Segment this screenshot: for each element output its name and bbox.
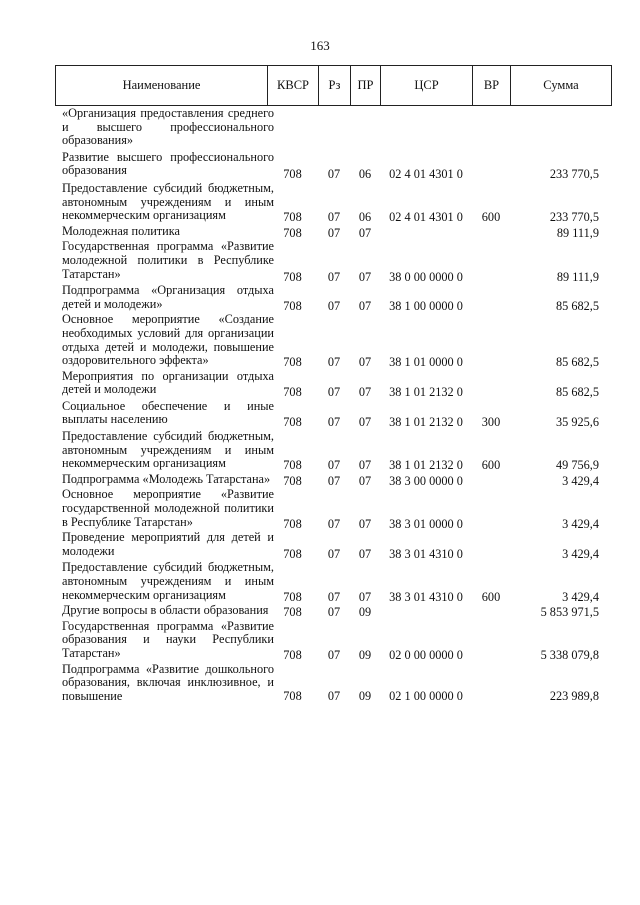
cell-sum: 3 429,4 <box>562 516 599 531</box>
cell-pr: 07 <box>358 473 372 488</box>
cell-kvsr: 708 <box>283 415 302 430</box>
cell-sum: 5 338 079,8 <box>540 647 599 662</box>
cell-sum: 3 429,4 <box>562 473 599 488</box>
cell-csr: 02 4 01 4301 0 <box>389 167 463 182</box>
table-row <box>55 531 611 561</box>
cell-rz: 07 <box>327 355 341 370</box>
row-name: Подпрограмма «Организация отдыха детей и молодежи» <box>62 283 274 311</box>
table-header <box>55 65 612 106</box>
row-name: Основное мероприятие «Создание необходимых условий для организации отдыха детей и молодежи, повышение оздоровительного эффекта» <box>62 312 274 368</box>
row-name: Мероприятия по организации отдыха детей и молодежи <box>62 368 274 397</box>
row-name: Молодежная политика <box>62 223 181 238</box>
cell-kvsr: 708 <box>283 167 302 182</box>
row-name: Основное мероприятие «Развитие государственной молодежной политики в Республике Татарстан» <box>62 487 274 529</box>
cell-sum: 89 111,9 <box>556 269 599 284</box>
cell-vr: 300 <box>481 415 501 430</box>
cell-pr: 07 <box>358 385 372 400</box>
cell-kvsr: 708 <box>283 225 302 240</box>
table-row <box>55 182 611 225</box>
cell-csr: 02 0 00 0000 0 <box>389 647 463 662</box>
table-body <box>55 107 611 703</box>
row-name: Развитие высшего профессионального образования <box>62 149 274 178</box>
table-row <box>55 107 611 151</box>
column-header-name: Наименование <box>56 66 268 106</box>
cell-csr: 38 1 01 2132 0 <box>389 415 463 430</box>
cell-sum: 89 111,9 <box>556 225 599 240</box>
table-row <box>55 561 611 604</box>
cell-pr: 06 <box>358 167 372 182</box>
cell-rz: 07 <box>327 167 341 182</box>
cell-sum: 3 429,4 <box>562 589 599 604</box>
cell-vr: 600 <box>481 210 501 225</box>
cell-kvsr: 708 <box>283 473 302 488</box>
cell-pr: 07 <box>358 355 372 370</box>
cell-sum: 3 429,4 <box>562 546 599 561</box>
table-row <box>55 430 611 473</box>
column-header-vr: ВР <box>473 66 511 106</box>
cell-pr: 09 <box>358 688 372 703</box>
table-row <box>55 488 611 531</box>
table-row <box>55 400 611 430</box>
row-name: Предоставление субсидий бюджетным, автономным учреждениям и иным некоммерческим организациям <box>62 429 274 471</box>
cell-rz: 07 <box>327 415 341 430</box>
cell-rz: 07 <box>327 225 341 240</box>
cell-rz: 07 <box>327 688 341 703</box>
row-name: Государственная программа «Развитие образования и науки Республики Татарстан» <box>62 618 274 660</box>
cell-pr: 07 <box>358 546 372 561</box>
cell-pr: 06 <box>358 210 372 225</box>
table-row <box>55 240 611 284</box>
cell-rz: 07 <box>327 473 341 488</box>
cell-kvsr: 708 <box>283 298 302 313</box>
table-row <box>55 225 611 241</box>
cell-sum: 5 853 971,5 <box>540 605 599 620</box>
cell-sum: 85 682,5 <box>555 355 599 370</box>
cell-csr: 38 3 00 0000 0 <box>389 473 463 488</box>
cell-csr: 38 1 01 2132 0 <box>389 385 463 400</box>
column-header-sum: Сумма <box>511 66 612 106</box>
table-row <box>55 663 611 704</box>
cell-kvsr: 708 <box>283 210 302 225</box>
cell-pr: 07 <box>358 458 372 473</box>
column-header-kvsr: КВСР <box>268 66 319 106</box>
row-name: Предоставление субсидий бюджетным, автономным учреждениям и иным некоммерческим организациям <box>62 560 274 602</box>
cell-rz: 07 <box>327 589 341 604</box>
table-row <box>55 604 611 620</box>
cell-csr: 38 0 00 0000 0 <box>389 269 463 284</box>
cell-pr: 07 <box>358 298 372 313</box>
page-number: 163 <box>310 38 330 53</box>
cell-rz: 07 <box>327 298 341 313</box>
cell-sum: 35 925,6 <box>555 415 599 430</box>
cell-rz: 07 <box>327 269 341 284</box>
cell-rz: 07 <box>327 605 341 620</box>
row-name: Другие вопросы в области образования <box>62 603 269 618</box>
cell-kvsr: 708 <box>283 385 302 400</box>
table-row <box>55 151 611 182</box>
cell-csr: 02 4 01 4301 0 <box>389 210 463 225</box>
cell-sum: 49 756,9 <box>555 458 599 473</box>
cell-csr: 38 3 01 4310 0 <box>389 589 463 604</box>
cell-rz: 07 <box>327 210 341 225</box>
cell-rz: 07 <box>327 647 341 662</box>
row-name: Подпрограмма «Развитие дошкольного образования, включая инклюзивное, и повышение <box>62 661 274 703</box>
table-row <box>55 370 611 400</box>
cell-kvsr: 708 <box>283 605 302 620</box>
cell-kvsr: 708 <box>283 269 302 284</box>
table-row <box>55 473 611 489</box>
row-name: «Организация предоставления среднего и высшего профессионального образования» <box>62 106 274 148</box>
cell-pr: 07 <box>358 225 372 240</box>
cell-rz: 07 <box>327 458 341 473</box>
row-name: Социальное обеспечение и иные выплаты населению <box>62 398 274 427</box>
cell-rz: 07 <box>327 546 341 561</box>
cell-rz: 07 <box>327 385 341 400</box>
cell-csr: 02 1 00 0000 0 <box>389 688 463 703</box>
column-header-pr: ПР <box>351 66 381 106</box>
cell-pr: 07 <box>358 415 372 430</box>
cell-csr: 38 3 01 4310 0 <box>389 546 463 561</box>
cell-csr: 38 3 01 0000 0 <box>389 516 463 531</box>
cell-pr: 07 <box>358 516 372 531</box>
cell-sum: 223 989,8 <box>549 688 599 703</box>
cell-csr: 38 1 01 0000 0 <box>389 355 463 370</box>
row-name: Проведение мероприятий для детей и молодежи <box>62 530 274 558</box>
cell-pr: 07 <box>358 589 372 604</box>
cell-vr: 600 <box>481 589 501 604</box>
cell-pr: 09 <box>358 647 372 662</box>
row-name: Подпрограмма «Молодежь Татарстана» <box>62 471 271 486</box>
table-row <box>55 313 611 369</box>
table-row <box>55 620 611 663</box>
row-name: Предоставление субсидий бюджетным, автономным учреждениям и иным некоммерческим организациям <box>62 180 274 223</box>
cell-sum: 85 682,5 <box>555 298 599 313</box>
cell-sum: 85 682,5 <box>555 385 599 400</box>
cell-kvsr: 708 <box>283 647 302 662</box>
cell-kvsr: 708 <box>283 355 302 370</box>
cell-kvsr: 708 <box>283 516 302 531</box>
cell-csr: 38 1 00 0000 0 <box>389 298 463 313</box>
cell-rz: 07 <box>327 516 341 531</box>
cell-pr: 07 <box>358 269 372 284</box>
cell-sum: 233 770,5 <box>549 167 599 182</box>
row-name: Государственная программа «Развитие молодежной политики в Республике Татарстан» <box>62 239 274 281</box>
cell-kvsr: 708 <box>283 688 302 703</box>
cell-sum: 233 770,5 <box>549 210 599 225</box>
cell-pr: 09 <box>358 605 372 620</box>
column-header-csr: ЦСР <box>381 66 473 106</box>
cell-kvsr: 708 <box>283 589 302 604</box>
column-header-rz: Рз <box>319 66 351 106</box>
cell-kvsr: 708 <box>283 546 302 561</box>
cell-vr: 600 <box>481 458 501 473</box>
table-row <box>55 284 611 313</box>
cell-kvsr: 708 <box>283 458 302 473</box>
cell-csr: 38 1 01 2132 0 <box>389 458 463 473</box>
